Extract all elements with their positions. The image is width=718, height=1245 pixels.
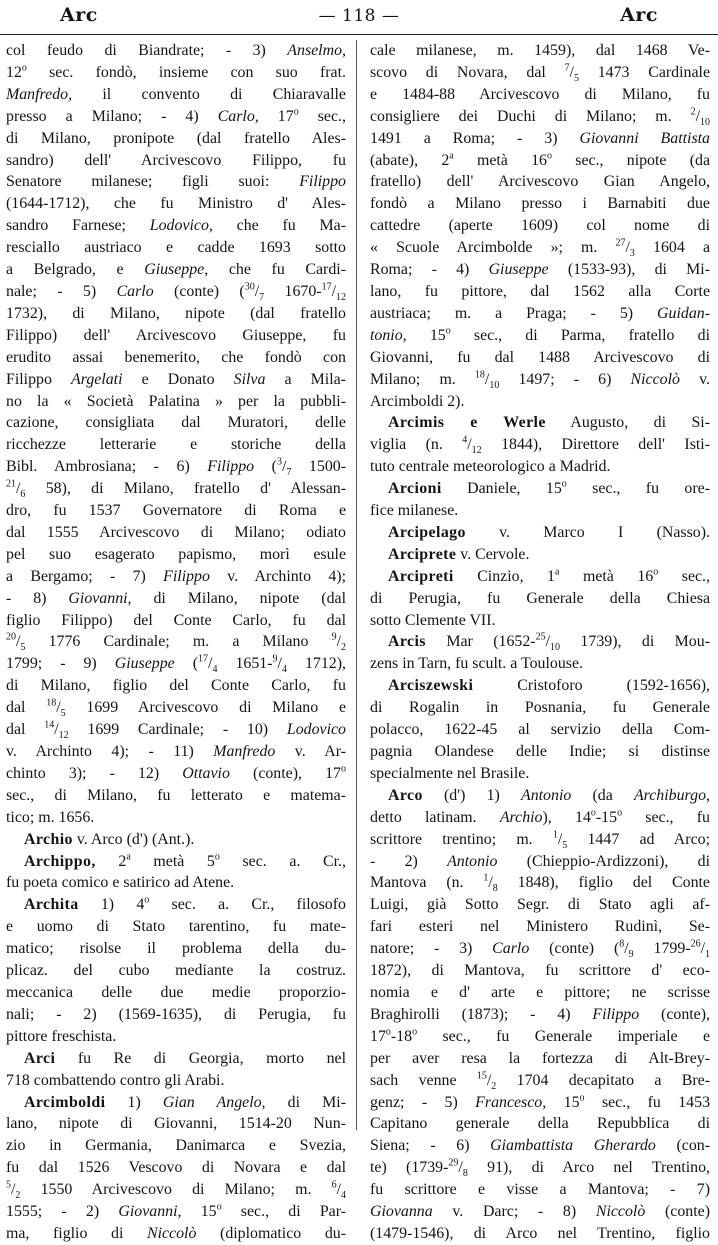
right-column-line: fu scrittore e visse a Mantova; - 7) [370, 1181, 710, 1199]
left-column-line: Arci fu Re di Georgia, morto nel [24, 1049, 346, 1067]
left-column-line: meccanica delle due medie proporzio- [6, 983, 346, 1001]
right-column-line: Arco (d') 1) Antonio (da Archiburgo, [388, 786, 710, 804]
right-column-line: - 2) Antonio (Chieppio-Ardizzoni), di [370, 852, 710, 870]
right-column-line: natore; - 3) Carlo (conte) ($^8/_9$ $1799-^{26}/_1$ [370, 938, 710, 961]
right-column-line: viglia (n. $^4/_{12}$ 1844), Direttore dell' Isti- [370, 435, 710, 457]
left-column-line: no la « Società Palatina » per la pubbli- [6, 392, 346, 410]
right-column-line: (1479-1546), di Arco nel Trentino, figlio [370, 1224, 710, 1242]
right-column-line: « Scuole Arcimbolde »; m. $^{27}/_3$ 1604 a [370, 237, 710, 260]
left-column-line: nale; - 5) Carlo (conte) ($^{30}/_7$ $1670-^{17}/_{12}$ [6, 281, 347, 304]
left-column-line: dal 1555 Arcivescovo di Milano; odiato [6, 523, 346, 541]
header-left-guide-word: Arc [60, 4, 98, 26]
right-column-line: Braghirolli (1873); - 4) Filippo (conte), [370, 1005, 710, 1023]
right-column-line: Arciszewski Cristoforo (1592-1656), [388, 677, 710, 695]
left-column-line: Archio v. Arco (d') (Ant.). [24, 830, 195, 848]
right-column-line: Roma; - 4) Giuseppe (1533-93), di Mi- [370, 261, 710, 279]
right-column-line: zens in Tarn, fu scult. a Toulouse. [370, 655, 583, 673]
entry-headword: Arcis [388, 633, 426, 651]
right-column-line: fari esteri nel Ministero Rudinì, Se- [370, 918, 710, 936]
left-column-line: Bibl. Ambrosiana; - 6) Filippo ($^3/_7$ 1500- [6, 456, 347, 479]
left-column-line: zio in Germania, Danimarca e Svezia, [6, 1137, 346, 1155]
column-divider [356, 40, 357, 1130]
left-column-line: nali; - 2) (1569-1635), di Perugia, fu [6, 1005, 346, 1023]
left-column-line: chinto 3); - 12) Ottavio (conte), 17$^o$ [6, 763, 346, 782]
left-column-line: lano, nipote di Giovanni, 1514-20 Nun- [6, 1115, 346, 1133]
left-column-line: tico; m. 1656. [6, 808, 95, 826]
left-column-line: Filippo) dell' Arcivescovo Giuseppe, fu [6, 326, 346, 344]
left-column-line: dal $^{14}/_{12}$ 1699 Cardinale; - 10) Lodovico [6, 719, 346, 742]
left-column [6, 40, 347, 1242]
entry-headword: Arcioni [388, 480, 442, 498]
right-column-line: Giovanni, fu dal 1488 Arcivescovo di [370, 348, 710, 366]
left-column-line: Manfredo, il convento di Chiaravalle [6, 85, 346, 103]
right-column-line: tonio, 15$^o$ sec., di Parma, fratello di [370, 325, 710, 344]
right-column-line: di Perugia, fu Generale della Chiesa [370, 589, 710, 607]
left-column-line: $^{20}/_5$ 1776 Cardinale; m. a Milano $^9/_2$ [6, 632, 346, 654]
left-column-line: col feudo di Biandrate; - 3) Anselmo, [6, 42, 346, 59]
entry-headword: Arcipreti [388, 567, 454, 585]
entry-headword: Archippo, [24, 852, 96, 870]
entry-headword: Arcipelago [388, 523, 466, 541]
left-column-line: erudito assai benemerito, che fondò con [6, 348, 346, 366]
right-column-line: 1872), di Mantova, fu scrittore d' eco- [370, 962, 710, 980]
entry-headword: Archita [24, 896, 79, 914]
right-column-line: te) ($1739-^{29}/_8$ 91), di Arco nel Trentino, [370, 1157, 710, 1180]
left-column-line: Filippo Argelati e Donato Silva a Mila- [6, 370, 346, 388]
right-column-line: consigliere dei Duchi di Milano; m. $^2/_{10}$ [370, 106, 710, 128]
left-column-line: matico; risolse il problema della du- [6, 940, 346, 958]
right-column-line: e 1484-88 Arcivescovo di Milano, fu [370, 85, 710, 103]
left-column-line: $^{21}/_6$ 58), di Milano, fratello d' Alessan- [6, 478, 346, 501]
left-column-line: di Milano, pronipote (dal fratello Ales- [6, 129, 346, 147]
right-column-line: detto latinam. Archio), 14$^o$-15$^o$ sec., fu [370, 807, 710, 826]
left-column-line: figlio Filippo) del Conte Carlo, fu dal [6, 611, 346, 629]
entry-headword: Arciszewski [388, 677, 474, 695]
right-column-line: (abate), 2$^a$ metà 16$^o$ sec., nipote (da [370, 150, 711, 169]
left-column-line: pel suo esagerato papismo, morì esule [6, 545, 346, 563]
entry-headword: Arciprete [388, 545, 457, 563]
right-column-line: Siena; - 6) Giambattista Gherardo (con- [370, 1137, 710, 1155]
right-column-line: 1491 a Roma; - 3) Giovanni Battista [370, 129, 710, 147]
left-column-line: 718 combattendo contro gli Arabi. [6, 1071, 225, 1089]
left-column-line: pittore freschista. [6, 1027, 117, 1045]
right-column-line: cattedre (aperte 1609) col nome di [370, 217, 710, 235]
right-column-line: per aver resa la fortezza di Alt-Brey- [370, 1049, 710, 1067]
right-column-line: Arcis Mar ($1652-^{25}/_{10}$ 1739), di Mou- [388, 632, 710, 654]
left-column-line: Arcimboldi 1) Gian Angelo, di Mi- [24, 1093, 346, 1111]
right-column-line: Giovanna v. Darc; - 8) Niccolò (conte) [370, 1203, 710, 1221]
left-column-line: sandro Farnese; Lodovico, che fu Ma- [6, 217, 346, 235]
right-column-line: Arcipelago v. Marco I (Nasso). [388, 523, 710, 541]
running-header [0, 0, 718, 35]
right-column-line: fice milanese. [370, 502, 459, 520]
left-column-line: fu poeta comico e satirico ad Atene. [6, 874, 235, 892]
right-column-line: Arciprete v. Cervole. [388, 545, 530, 563]
left-column-line: 12$^o$ sec. fondò, insieme con suo frat. [6, 62, 346, 81]
right-column-line: austriaca; m. a Praga; - 5) Guidan- [370, 304, 710, 322]
header-right-guide-word: Arc [620, 4, 658, 26]
left-column-line: - 8) Giovanni, di Milano, nipote (dal [6, 589, 346, 607]
right-column-line: scovo di Novara, dal $^7/_5$ 1473 Cardinale [370, 62, 710, 85]
entry-headword: Archio [24, 830, 73, 848]
left-column-line: fu dal 1526 Vescovo di Novara e dal [6, 1159, 346, 1177]
right-column-line: di Rogalin in Posnania, fu Generale [370, 699, 710, 717]
right-column-line: Mantova (n. $^1/_8$ 1848), figlio del Conte [370, 873, 710, 895]
left-column-line: plicaz. del cubo mediante la costruz. [6, 962, 346, 980]
right-column-line: cale milanese, m. 1459), dal 1468 Ve- [370, 42, 710, 59]
right-column-line: specialmente nel Brasile. [370, 764, 530, 782]
right-column [370, 40, 711, 1242]
left-column-line: 1732), di Milano, nipote (dal fratello [6, 304, 346, 322]
left-column-line: presso a Milano; - 4) Carlo, 17$^o$ sec., [6, 106, 346, 125]
right-column-line: pagnia Olandese delle Indie; si distinse [370, 743, 710, 760]
right-column-line: Milano; m. $^{18}/_{10}$ 1497; - 6) Niccolò v. [370, 369, 710, 391]
entry-headword: Arcimboldi [24, 1093, 106, 1111]
right-column-line: sotto Clemente VII. [370, 611, 496, 629]
right-column-line: Arcipreti Cinzio, 1$^a$ metà 16$^o$ sec., [388, 566, 710, 585]
right-column-line: Arcimboldi 2). [370, 392, 465, 410]
entry-headword: Arco [388, 786, 423, 804]
right-column-line: Capitano generale della Repubblica di [370, 1115, 710, 1133]
left-column-line: v. Archinto 4); - 11) Manfredo v. Ar- [6, 743, 346, 760]
right-column-line: fondò a Milano presso i Barnabiti due [370, 195, 710, 213]
left-column-line: ma, figlio di Niccolò (diplomatico du- [6, 1224, 347, 1242]
left-column-line: sandro) dell' Arcivescovo Filippo, fu [6, 151, 346, 169]
right-column-line: Luigi, già Sotto Segr. di Stato agli af- [370, 896, 710, 914]
right-column-line: polacco, 1622-45 al servizio della Com- [370, 721, 710, 739]
left-column-line: ricchezze letterarie e storiche della [6, 436, 346, 454]
right-column-line: lano, fu pittore, dal 1562 alla Corte [370, 282, 710, 300]
right-column-line: tuto centrale meteorologico a Madrid. [370, 458, 611, 476]
right-column-line: nomia e d' arte e pittore; ne scrisse [370, 983, 710, 1001]
left-column-line: a Bergamo; - 7) Filippo v. Archinto 4); [6, 567, 346, 585]
left-column-line: dro, fu 1537 Governatore di Roma e [6, 502, 346, 520]
right-column-line: fratello) dell' Arcivescovo Gian Angelo, [370, 173, 710, 191]
left-column-line: resciallo austriaco e cadde 1693 sotto [6, 239, 346, 257]
left-column-line: cazione, consigliata dal Muratori, delle [6, 414, 346, 432]
left-column-line: dal $^{18}/_5$ 1699 Arcivescovo di Milano e [6, 697, 346, 720]
page-number: — 118 — [318, 6, 400, 26]
left-column-line: sec., di Milano, fu letterato e matema- [6, 786, 346, 804]
right-column-line: Arcimis e Werle Augusto, di Si- [388, 414, 710, 432]
left-column-line: di Milano, figlio del Conte Carlo, fu [6, 677, 346, 695]
right-column-line: Arcioni Daniele, 15$^o$ sec., fu ore- [388, 478, 711, 498]
entry-headword: Arcimis e Werle [388, 414, 546, 432]
left-column-line: a Belgrado, e Giuseppe, che fu Cardi- [6, 261, 346, 279]
left-column-line: Archippo, 2$^a$ metà 5$^o$ sec. a. Cr., [24, 851, 347, 870]
left-column-line: e uomo di Stato tarentino, fu mate- [6, 918, 346, 936]
right-column-line: genz; - 5) Francesco, 15$^o$ sec., fu 1453 [370, 1092, 711, 1111]
left-column-line: (1644-1712), che fu Ministro d' Ales- [6, 195, 346, 213]
left-column-line: 1799; - 9) Giuseppe ($^{17}/_4$ $1651-^9/_4$ 1712), [6, 654, 347, 676]
left-column-line: $^5/_2$ 1550 Arcivescovo di Milano; m. $^6/_4$ [6, 1179, 346, 1202]
entry-headword: Arci [24, 1049, 56, 1067]
right-column-line: sach venne $^{15}/_2$ 1704 decapitato a Bre- [370, 1070, 710, 1092]
right-column-line: 17$^o$-18$^o$ sec., fu Generale imperiale e [370, 1026, 710, 1045]
left-column-line: 1555; - 2) Giovanni, 15$^o$ sec., di Par- [6, 1201, 346, 1221]
right-column-line: scrittore trentino; m. $^1/_5$ 1447 ad Arco; [370, 829, 710, 851]
left-column-line: Archita 1) 4$^o$ sec. a. Cr., filosofo [24, 895, 346, 914]
left-column-line: Senatore milanese; figli suoi: Filippo [6, 173, 346, 191]
